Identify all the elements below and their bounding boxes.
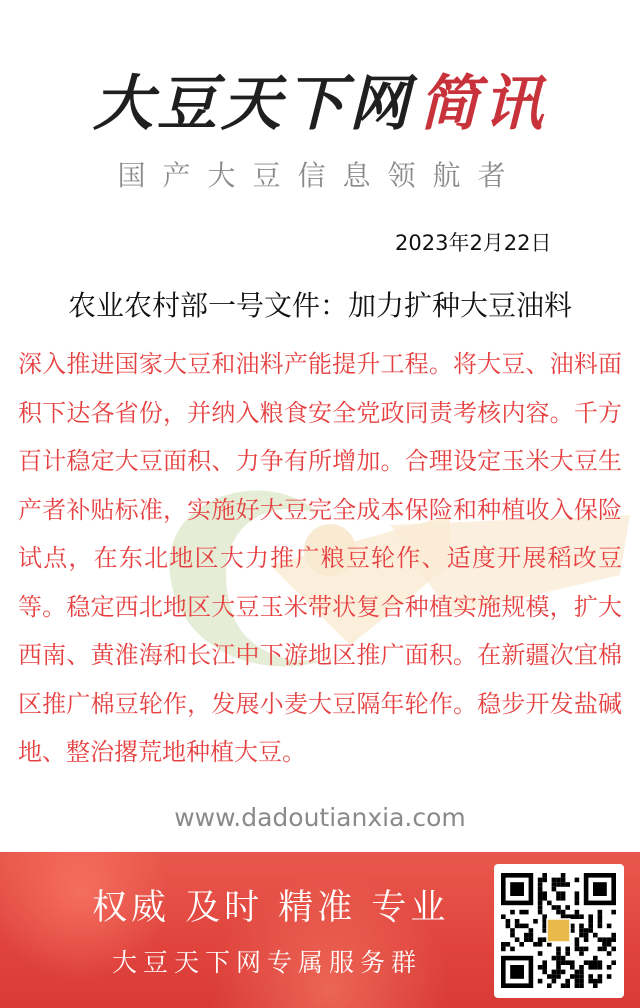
brand-logo xyxy=(0,68,640,140)
qr-code-icon[interactable] xyxy=(494,864,624,998)
brand-name: 大豆天下网 xyxy=(93,69,413,139)
brand-accent: 简讯 xyxy=(419,69,547,139)
article-title: 农业农村部一号文件：加力扩种大豆油料 xyxy=(67,289,572,322)
article-body: 深入推进国家大豆和油料产能提升工程。将大豆、油料面积下达各省份，并纳入粮食安全党政同责考核内容。千方百计稳定大豆面积、力争有所增加。合理设定玉米大豆生产者补贴标准，实施好大豆完全成本保险和种植收入保险试点，在东北地区大力推广粮豆轮作、适度开展稻改豆等。稳定西北地区大豆玉米带状复合种植实施规模，扩大西南、黄淮海和长江中下游地区推广面积。在新疆次宜棉区推广棉豆轮作，发展小麦大豆隔年轮作。稳步开发盐碱地、整治撂荒地种植大豆。 xyxy=(18,350,622,766)
article-date: 2023年2月22日 xyxy=(395,231,552,255)
website-url[interactable]: www.dadoutianxia.com xyxy=(174,803,466,832)
footer-banner xyxy=(0,852,640,1008)
slogan: 国产大豆信息领航者 xyxy=(117,159,523,192)
header xyxy=(0,0,640,220)
footer-service-group: 大豆天下网专属服务群 xyxy=(112,948,423,977)
footer-tagline: 权威 及时 精准 专业 xyxy=(92,888,450,928)
